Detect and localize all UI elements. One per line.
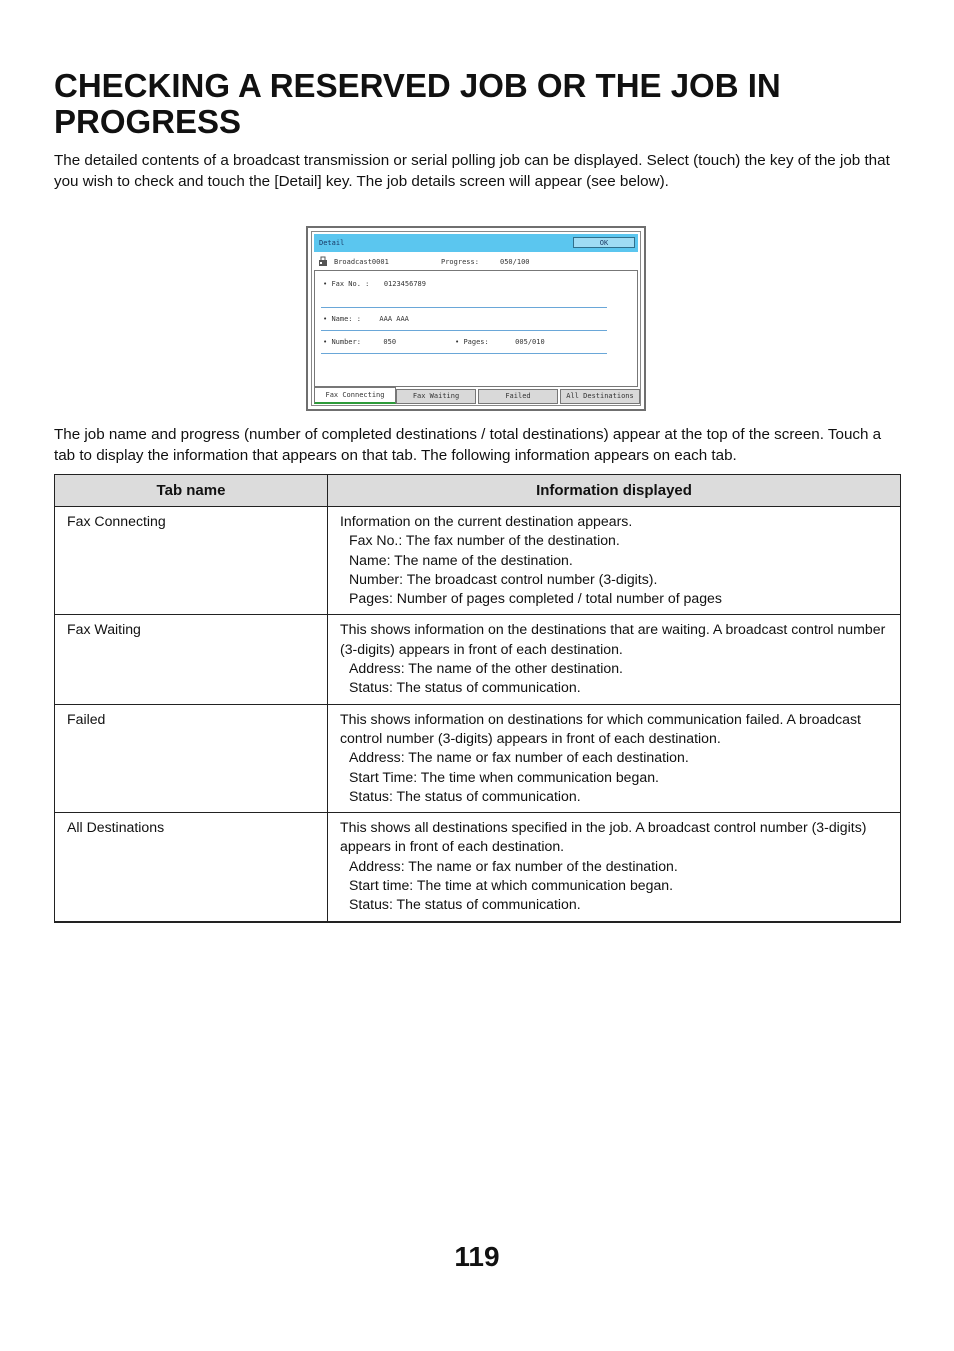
tab-fax-waiting[interactable]: Fax Waiting [396,389,476,404]
tab-name-cell: Fax Connecting [55,507,328,615]
ok-button[interactable]: OK [573,237,635,248]
info-item: Status: The status of communication. [349,679,581,696]
job-info-row [318,256,636,268]
info-item: Address: The name or fax number of the destination. [349,857,678,874]
table-row [55,615,901,704]
detail-screen-illustration [306,226,646,411]
tab-explanation-paragraph: The job name and progress (number of completed destinations / total destinations) appear at the top of the screen. Touch a tab to display the information that appears on that tab. The following information appears on each tab. [54,426,882,464]
bullet-icon: • [323,315,328,323]
fax-no-value: 0123456789 [383,280,426,288]
info-cell [328,507,901,615]
progress-label: Progress: [441,258,479,266]
broadcast-fax-icon [318,256,328,267]
pages-field [455,338,545,346]
detail-screen-title: Detail [319,239,345,247]
table-row [55,704,901,812]
column-header-tab-name: Tab name [55,475,328,507]
fax-no-field [323,280,426,288]
tab-content-panel [314,270,638,387]
name-value: AAA AAA [379,315,409,323]
page-number: 119 [454,1241,500,1272]
info-item: Name: The name of the destination. [349,551,573,568]
bullet-icon: • [323,338,328,346]
divider [321,330,607,331]
table-header-row [55,475,901,507]
tab-info-table [54,474,901,923]
number-label: Number: [331,338,361,346]
info-cell [328,615,901,704]
info-item: Pages: Number of pages completed / total number of pages [349,590,722,607]
info-description: This shows information on the destinations that are waiting. A broadcast control number (3-digits) appears in front of each destination. [340,621,886,657]
info-item: Start Time: The time when communication began. [349,768,659,785]
page-title: CHECKING A RESERVED JOB OR THE JOB IN PROGRESS [54,67,781,140]
bullet-icon: • [323,280,328,288]
name-field [323,315,409,323]
detail-screen-frame [311,231,641,406]
tab-fax-connecting[interactable]: Fax Connecting [314,387,396,404]
info-description: This shows information on destinations for which communication failed. A broadcast control number (3-digits) appears in front of each destination. [340,710,861,746]
name-label: Name: : [331,315,361,323]
bullet-icon: • [455,338,460,346]
divider [321,307,607,308]
pages-value: 005/010 [515,338,545,346]
pages-label: Pages: [463,338,489,346]
info-description: Information on the current destination appears. [340,513,633,529]
number-value: 050 [383,338,397,346]
tab-name-cell: Failed [55,704,328,812]
info-item: Status: The status of communication. [349,787,581,804]
info-cell [328,813,901,922]
progress-value: 050/100 [500,258,530,266]
detail-title-bar [314,234,638,252]
info-item: Start time: The time at which communication began. [349,877,674,894]
info-item: Fax No.: The fax number of the destination. [349,532,620,549]
tab-failed[interactable]: Failed [478,389,558,404]
table-row [55,813,901,922]
column-header-information: Information displayed [328,475,901,507]
tab-name-cell: All Destinations [55,813,328,922]
divider [321,353,607,354]
fax-no-label: Fax No. : [331,280,370,288]
info-cell [328,704,901,812]
tab-name-cell: Fax Waiting [55,615,328,704]
info-description: This shows all destinations specified in the job. A broadcast control number (3-digits) appears in front of each destination. [340,819,867,855]
intro-paragraph: The detailed contents of a broadcast transmission or serial polling job can be displayed. Select (touch) the key of the job that you wish to check and touch the [Detail] key. The job details screen will appear (see below). [54,152,890,190]
detail-tabs [314,387,638,404]
tab-all-destinations[interactable]: All Destinations [560,389,640,404]
job-name: Broadcast0001 [334,258,389,266]
table-row [55,507,901,615]
info-item: Status: The status of communication. [349,896,581,913]
info-item: Address: The name of the other destination. [349,660,623,677]
info-item: Address: The name or fax number of each destination. [349,749,689,766]
info-item: Number: The broadcast control number (3-digits). [349,570,658,587]
number-field [323,338,396,346]
